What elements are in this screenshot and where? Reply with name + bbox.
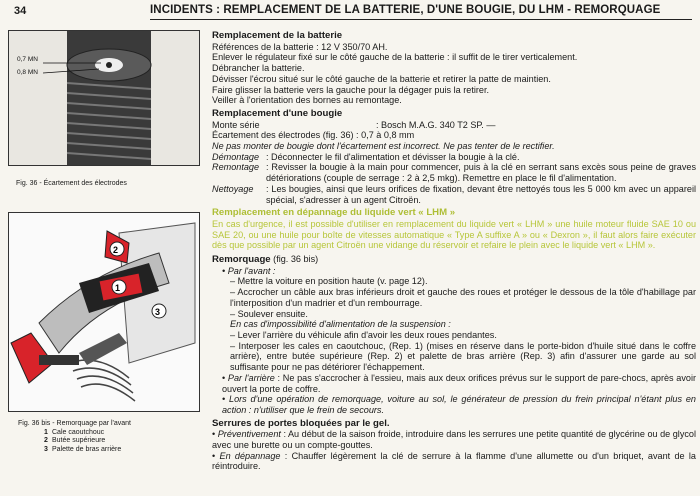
- towing-rear: • Par l'arrière : Ne pas s'accrocher à l'essieu, mais aux deux orifices prévus sur le support de pare-chocs, après avoir ouvert la porte de coffre.: [222, 372, 697, 394]
- battery-line: Faire glisser la batterie vers la gauche pour la dégager puis la retirer.: [212, 84, 489, 95]
- legend-item: 3 Palette de bras arrière: [44, 445, 122, 453]
- locks-heading: Serrures de portes bloquées par le gel.: [212, 417, 390, 429]
- page-number: 34: [14, 5, 27, 17]
- battery-line: Veiller à l'orientation des bornes au remontage.: [212, 95, 402, 106]
- towing-impossible-label: En cas d'impossibilité d'alimentation de la suspension :: [230, 319, 451, 330]
- main-text: [212, 31, 696, 472]
- battery-line: Dévisser l'écrou situé sur le côté gauche de la batterie et retirer la patte de maintien.: [212, 73, 551, 84]
- towing-front-item: – Accrocher un câble aux bras inférieurs droit et gauche des roues et protéger le dessous de la tôle d'habillage par l'interposition d'un madrier et d'un rembourrage.: [230, 287, 696, 308]
- towing-diagram: [8, 212, 200, 412]
- towing-front-label: • Par l'avant :: [222, 265, 276, 276]
- header-divider: [150, 19, 692, 20]
- spark-step: Remontage : Revisser la bougie à la main pour commencer, puis à la clé en serrant sans excès sous peine de graves détériorations (couple de serrage : 2 à 2,5 mkg). Remettre en place le fil d'alimentation.: [212, 162, 696, 184]
- towing-section: [212, 254, 696, 416]
- lhm-heading: Remplacement en dépannage du liquide vert « LHM »: [212, 207, 456, 219]
- marker-2: 2: [113, 245, 119, 255]
- locks-item: • En dépannage : Chauffer légèrement la clé de serrure à la flamme d'une allumette ou d'un briquet, avant de la réintroduire.: [212, 450, 696, 472]
- legend-item: 2 Butée supérieure: [44, 437, 106, 445]
- spark-step: Nettoyage : Les bougies, ainsi que leurs orifices de fixation, devant être nettoyés tous les 5 000 km avec un appareil spécial, s'adresser à un agent Citroën.: [212, 183, 696, 205]
- locks-section: [212, 419, 696, 473]
- marker-3: 3: [155, 307, 161, 317]
- legend-item: 1 Cale caoutchouc: [44, 428, 105, 436]
- spark-gap: Écartement des électrodes (fig. 36) : 0,7 à 0,8 mm: [212, 130, 415, 141]
- battery-line: Débrancher la batterie.: [212, 63, 305, 74]
- fig36bis-caption: [18, 420, 198, 454]
- towing-impossible-item: – Interposer les cales en caoutchouc, (Rep. 1) (mises en réserve dans le porte-bidon d'huile situé dans le coffre arrière), entre butée supérieure (Rep. 2) et palette de bras arrière (Rep. 3) afin d'assurer une garde au sol suffisante pour ne pas détériorer l'échappement.: [230, 340, 696, 373]
- battery-section: [212, 31, 696, 106]
- lhm-text: En cas d'urgence, il est possible d'utiliser en remplacement du liquide vert « LHM » une huile moteur fluide SAE 10 ou SAE 20, ou une huile pour boîte de vitesses automatique « Type A suffixe A » ou « Dexron », il faut alors faire exécuter dès que possible par un agent Citroën une vidange du réservoir et refaire le plein avec le liquide vert « LHM ».: [212, 218, 696, 251]
- towing-illustration: [9, 213, 200, 412]
- spark-warning: Ne pas monter de bougie dont l'écartement est incorrect. Ne pas tenter de le rectifier.: [212, 141, 555, 152]
- lhm-section: [212, 208, 696, 251]
- towing-impossible-item: – Lever l'arrière du véhicule afin d'avoir les deux roues pendantes.: [230, 329, 497, 340]
- fig36bis-caption-title: Fig. 36 bis - Remorquage par l'avant: [18, 420, 132, 427]
- gap-label-07: 0,7 MN: [17, 56, 38, 63]
- spark-section: [212, 109, 696, 205]
- marker-1: 1: [115, 283, 121, 293]
- page-title: INCIDENTS : REMPLACEMENT DE LA BATTERIE, D'UNE BOUGIE, DU LHM - REMORQUAGE: [150, 4, 661, 16]
- spark-serie: Monte série : Bosch M.A.G. 340 T2 SP. —: [212, 119, 496, 130]
- spark-step: Démontage : Déconnecter le fil d'alimentation et dévisser la bougie à la clé.: [212, 151, 520, 162]
- fig36-caption: Fig. 36 - Écartement des électrodes: [16, 180, 127, 187]
- page-header: [0, 0, 700, 22]
- towing-heading-line: Remorquage (fig. 36 bis): [212, 254, 319, 266]
- battery-line: Références de la batterie : 12 V 350/70 AH.: [212, 41, 388, 52]
- locks-item: • Préventivement : Au début de la saison froide, introduire dans les serrures une petite quantité de glycérine ou de glycol avec une burette ou un compte-gouttes.: [212, 429, 696, 451]
- gap-label-08: 0,8 MN: [17, 69, 38, 76]
- spark-plug-photo: [8, 30, 200, 166]
- battery-line: Enlever le régulateur fixé sur le côté gauche de la batterie : il suffit de le tirer verticalement.: [212, 52, 578, 63]
- towing-front-item: – Soulever ensuite.: [230, 308, 308, 319]
- towing-front-item: – Mettre la voiture en position haute (v. page 12).: [230, 276, 428, 287]
- spark-plug-illustration: [9, 31, 200, 166]
- spark-heading: Remplacement d'une bougie: [212, 107, 343, 119]
- battery-heading: Remplacement de la batterie: [212, 30, 343, 41]
- towing-note: • Lors d'une opération de remorquage, voiture au sol, le générateur de pression du frein principal n'étant plus en action : n'utiliser que le frein de secours.: [222, 394, 696, 415]
